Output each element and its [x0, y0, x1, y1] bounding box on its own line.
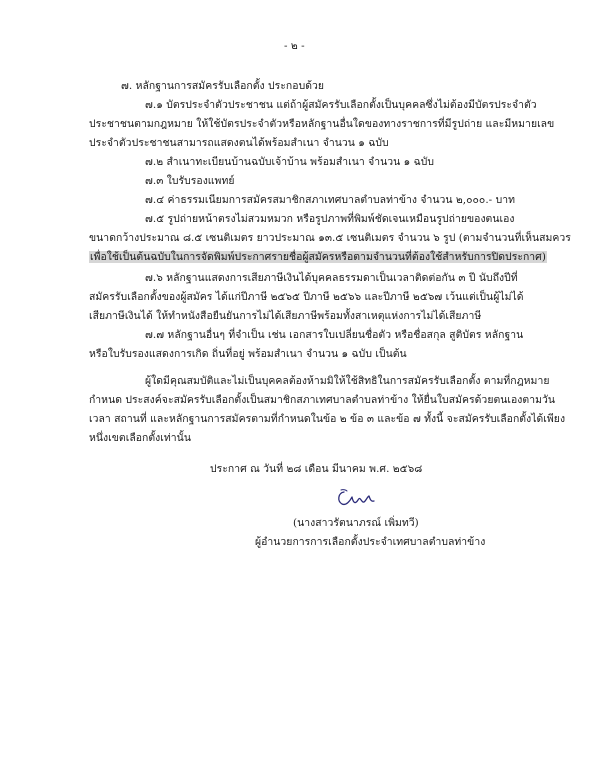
closing-line-4: หนึ่งเขตเลือกตั้งเท่านั้น [89, 432, 191, 444]
closing-line-3: เวลา สถานที่ และหลักฐานการสมัครตามที่กำหนดในข้อ ๒ ข้อ ๓ และข้อ ๗ ทั้งนี้ จะสมัครรับเลือกตั้งได้เพียง [89, 413, 566, 425]
item-7-2: ๗.๒ สำเนาทะเบียนบ้านฉบับเจ้าบ้าน พร้อมสำเนา จำนวน ๑ ฉบับ [145, 156, 435, 168]
item-7-6-line-1: ๗.๖ หลักฐานแสดงการเสียภาษีเงินได้บุคคลธรรมดาเป็นเวลาติดต่อกัน ๓ ปี นับถึงปีที่ [145, 272, 518, 284]
signatory-position: ผู้อำนวยการการเลือกตั้งประจำเทศบาลตำบลท่าข้าง [255, 536, 486, 548]
section-7-heading: ๗. หลักฐานการสมัครรับเลือกตั้ง ประกอบด้วย [121, 80, 325, 92]
announce-date: ประกาศ ณ วันที่ ๒๘ เดือน มีนาคม พ.ศ. ๒๕๖๘ [210, 463, 423, 475]
item-7-6-line-3: เสียภาษีเงินได้ ให้ทำหนังสือยืนยันการไม่ได้เสียภาษีพร้อมทั้งสาเหตุแห่งการไม่ได้เสียภาษี [89, 310, 482, 322]
item-7-3: ๗.๓ ใบรับรองแพทย์ [145, 175, 235, 187]
closing-line-1: ผู้ใดมีคุณสมบัติและไม่เป็นบุคคลต้องห้ามมิให้ใช้สิทธิในการสมัครรับเลือกตั้ง ตามที่กฎหมาย [145, 375, 550, 387]
page-number: - ๒ - [284, 40, 305, 52]
item-7-1-line-2: ประชาชนตามกฎหมาย ให้ใช้บัตรประจำตัวหรือหลักฐานอื่นใดของทางราชการที่มีรูปถ่าย และมีหมายเลข [89, 118, 555, 130]
item-7-7-line-1: ๗.๗ หลักฐานอื่นๆ ที่จำเป็น เช่น เอกสารใบเปลี่ยนชื่อตัว หรือชื่อสกุล สูติบัตร หลักฐาน [145, 329, 524, 341]
item-7-6-line-2: สมัครรับเลือกตั้งของผู้สมัคร ได้แก่ปีภาษี ๒๕๖๕ ปีภาษี ๒๕๖๖ และปีภาษี ๒๕๖๗ เว้นแต่เป็นผู้ไม่ได้ [89, 291, 524, 303]
item-7-1-line-1: ๗.๑ บัตรประจำตัวประชาชน แต่ถ้าผู้สมัครรับเลือกตั้งเป็นบุคคลซึ่งไม่ต้องมีบัตรประจำตัว [145, 99, 537, 111]
closing-line-2: กำหนด ประสงค์จะสมัครรับเลือกตั้งเป็นสมาชิกสภาเทศบาลตำบลท่าข้าง ให้ยื่นใบสมัครด้วยตนเองตามวัน [89, 394, 556, 406]
highlighted-text: เพื่อใช้เป็นต้นฉบับในการจัดพิมพ์ประกาศรายชื่อผู้สมัครหรือตามจำนวนที่ต้องใช้สำหรับการปิดประกาศ) [90, 251, 546, 263]
item-7-4: ๗.๔ ค่าธรรมเนียมการสมัครสมาชิกสภาเทศบาลตำบลท่าข้าง จำนวน ๒,๐๐๐.- บาท [145, 194, 516, 206]
item-7-5-line-2-text: ขนาดกว้างประมาณ ๘.๕ เซนติเมตร ยาวประมาณ ๑๓.๕ เซนติเมตร จำนวน ๖ รูป (ตามจำนวนที่เห็นสมควร [89, 232, 571, 244]
signatory-name: (นางสาวรัตนาภรณ์ เพิ่มทวี) [293, 517, 419, 529]
item-7-5-line-1: ๗.๕ รูปถ่ายหน้าตรงไม่สวมหมวก หรือรูปภาพที่พิมพ์ชัดเจนเหมือนรูปถ่ายของตนเอง [145, 213, 515, 225]
item-7-5-line-2 [89, 232, 571, 245]
signature-image [334, 487, 378, 513]
item-7-7-line-2: หรือใบรับรองแสดงการเกิด ถิ่นที่อยู่ พร้อมสำเนา จำนวน ๑ ฉบับ เป็นต้น [89, 348, 407, 360]
item-7-1-line-3: ประจำตัวประชาชนสามารถแสดงตนได้พร้อมสำเนา จำนวน ๑ ฉบับ [89, 137, 389, 149]
item-7-5-line-3 [89, 251, 547, 264]
